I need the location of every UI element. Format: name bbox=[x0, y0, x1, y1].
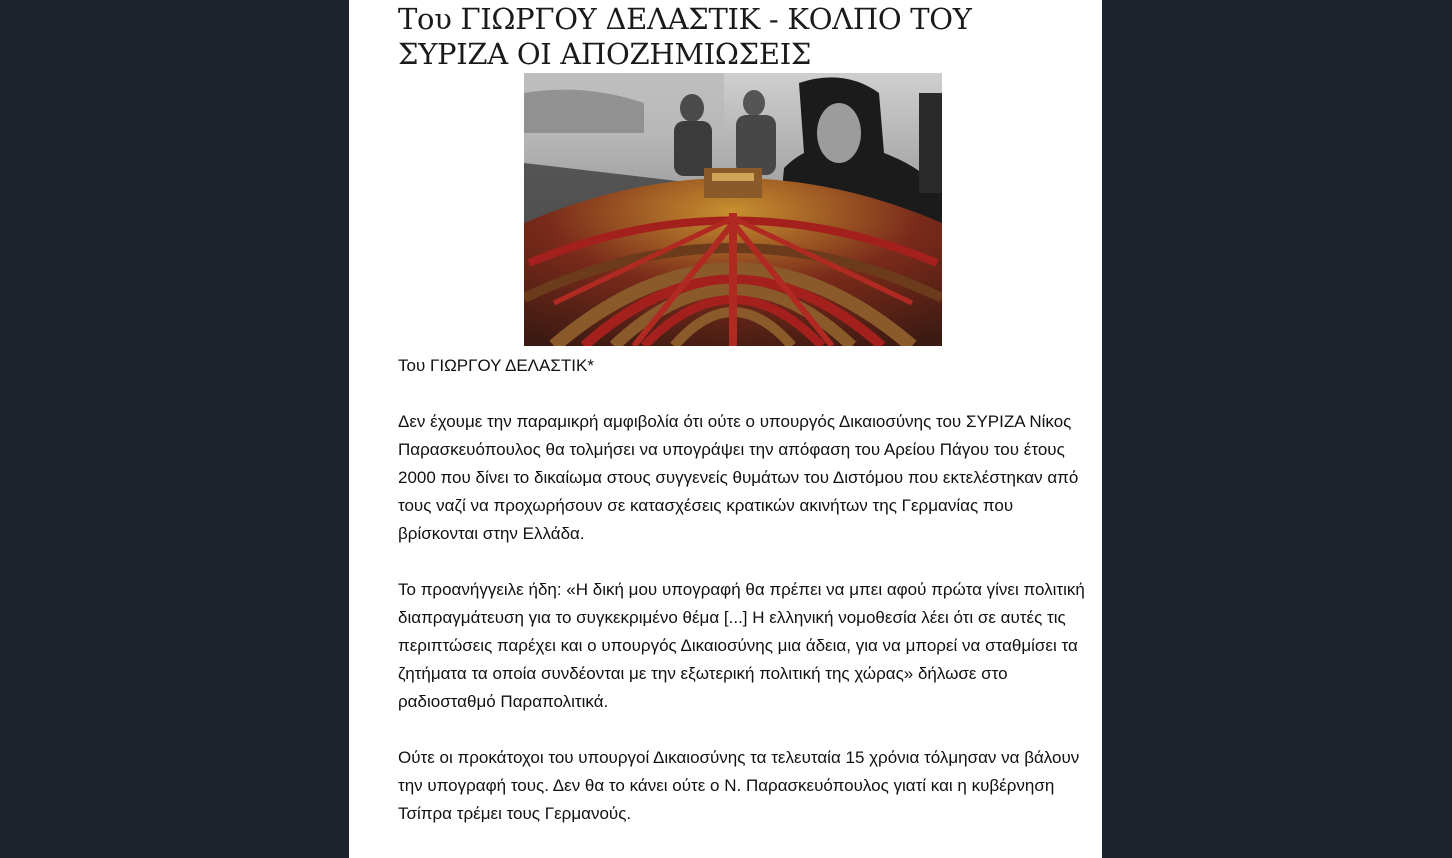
article-paragraph: Το προανήγγειλε ήδη: «Η δική μου υπογραφή θα πρέπει να μπει αφού πρώτα γίνει πολιτική διαπραγμάτευση για το συγκεκριμένο θέμα [...] Η ελληνική νομοθεσία λέει ότι σε αυτές τις περιπτώσεις παρέχει και ο υπουργός Δικαιοσύνης μια άδεια, για να μπορεί να σταθμίσει τα ζητήματα τα οποία συνδέονται με την εξωτερική πολιτική της χώρας» δήλωσε στο ραδιοσταθμό Παραπολιτικά. bbox=[398, 580, 1085, 711]
article-page bbox=[349, 0, 1102, 858]
article-title: Του ΓΙΩΡΓΟΥ ΔΕΛΑΣΤΙΚ - ΚΟΛΠΟ ΤΟΥ ΣΥΡΙΖΑ ΟΙ ΑΠΟΖΗΜΙΩΣΕΙΣ bbox=[398, 2, 972, 71]
article-image bbox=[524, 73, 942, 346]
article-body bbox=[398, 352, 1088, 856]
article-paragraph: Ούτε οι προκάτοχοι του υπουργοί Δικαιοσύνης τα τελευταία 15 χρόνια τόλμησαν να βάλουν την υπογραφή τους. Δεν θα το κάνει ούτε ο Ν. Παρασκευόπουλος γιατί και η κυβέρνηση Τσίπρα τρέμει τους Γερμανούς. bbox=[398, 748, 1080, 823]
photo-collage-icon bbox=[524, 73, 942, 346]
article-byline: Του ΓΙΩΡΓΟΥ ΔΕΛΑΣΤΙΚ* bbox=[398, 356, 594, 375]
article-paragraph: Δεν έχουμε την παραμικρή αμφιβολία ότι ούτε ο υπουργός Δικαιοσύνης του ΣΥΡΙΖΑ Νίκος Παρασκευόπουλος θα τολμήσει να υπογράψει την απόφαση του Αρείου Πάγου του έτους 2000 που δίνει το δικαίωμα στους συγγενείς θυμάτων του Διστόμου που εκτελέστηκαν από τους ναζί να προχωρήσουν σε κατασχέσεις κρατικών ακινήτων της Γερμανίας που βρίσκονται στην Ελλάδα. bbox=[398, 412, 1079, 543]
